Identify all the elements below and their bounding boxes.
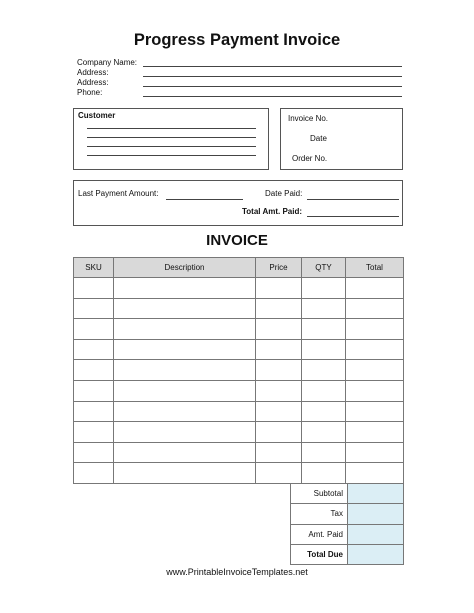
cell-description[interactable] <box>114 463 256 484</box>
column-header-price: Price <box>256 258 302 278</box>
cell-description[interactable] <box>114 442 256 463</box>
amt-paid-value[interactable] <box>348 524 404 544</box>
date-paid-label: Date Paid: <box>265 189 303 198</box>
page-title: Progress Payment Invoice <box>133 31 341 49</box>
footer-url: www.PrintableInvoiceTemplates.net <box>166 567 308 577</box>
table-row <box>74 463 404 484</box>
cell-total[interactable] <box>346 463 404 484</box>
cell-qty[interactable] <box>302 442 346 463</box>
cell-sku[interactable] <box>74 298 114 319</box>
cell-price[interactable] <box>256 380 302 401</box>
table-row <box>74 298 404 319</box>
phone-label: Phone: <box>77 88 103 97</box>
cell-price[interactable] <box>256 319 302 340</box>
cell-qty[interactable] <box>302 278 346 299</box>
cell-total[interactable] <box>346 422 404 443</box>
cell-total[interactable] <box>346 339 404 360</box>
cell-description[interactable] <box>114 380 256 401</box>
cell-price[interactable] <box>256 463 302 484</box>
cell-description[interactable] <box>114 360 256 381</box>
table-row <box>74 442 404 463</box>
cell-price[interactable] <box>256 278 302 299</box>
cell-total[interactable] <box>346 319 404 340</box>
table-row <box>74 401 404 422</box>
last-payment-label: Last Payment Amount: <box>78 189 159 198</box>
cell-total[interactable] <box>346 380 404 401</box>
total-due-label: Total Due <box>291 544 348 564</box>
amt-paid-label: Amt. Paid <box>291 524 348 544</box>
cell-total[interactable] <box>346 442 404 463</box>
company-name-field[interactable] <box>143 66 402 67</box>
total-due-value[interactable] <box>348 544 404 564</box>
cell-description[interactable] <box>114 401 256 422</box>
cell-price[interactable] <box>256 298 302 319</box>
payment-box <box>73 180 403 226</box>
table-row <box>74 278 404 299</box>
table-row <box>74 380 404 401</box>
cell-qty[interactable] <box>302 339 346 360</box>
invoice-heading: INVOICE <box>206 232 268 249</box>
cell-price[interactable] <box>256 442 302 463</box>
cell-sku[interactable] <box>74 339 114 360</box>
column-header-total: Total <box>346 258 404 278</box>
cell-description[interactable] <box>114 339 256 360</box>
column-header-qty: QTY <box>302 258 346 278</box>
table-row <box>74 339 404 360</box>
table-header-row <box>74 258 404 278</box>
cell-qty[interactable] <box>302 319 346 340</box>
cell-qty[interactable] <box>302 380 346 401</box>
order-no-label: Order No. <box>292 154 328 163</box>
tax-value[interactable] <box>348 504 404 524</box>
address-field-2[interactable] <box>143 86 402 87</box>
total-paid-label: Total Amt. Paid: <box>242 207 302 216</box>
cell-qty[interactable] <box>302 422 346 443</box>
cell-qty[interactable] <box>302 463 346 484</box>
cell-sku[interactable] <box>74 463 114 484</box>
cell-price[interactable] <box>256 422 302 443</box>
table-row <box>74 422 404 443</box>
totals-table <box>290 483 404 565</box>
cell-sku[interactable] <box>74 380 114 401</box>
items-table <box>73 257 404 484</box>
cell-sku[interactable] <box>74 278 114 299</box>
tax-row <box>291 504 404 524</box>
cell-sku[interactable] <box>74 360 114 381</box>
customer-box <box>73 108 269 170</box>
customer-line-1[interactable] <box>87 128 256 129</box>
amt-paid-row <box>291 524 404 544</box>
last-payment-field[interactable] <box>166 199 243 200</box>
cell-price[interactable] <box>256 360 302 381</box>
tax-label: Tax <box>291 504 348 524</box>
address-field-1[interactable] <box>143 76 402 77</box>
cell-sku[interactable] <box>74 319 114 340</box>
address-label-2: Address: <box>77 78 109 87</box>
column-header-sku: SKU <box>74 258 114 278</box>
table-row <box>74 360 404 381</box>
column-header-description: Description <box>114 258 256 278</box>
cell-description[interactable] <box>114 298 256 319</box>
subtotal-value[interactable] <box>348 484 404 504</box>
address-label-1: Address: <box>77 68 109 77</box>
total-paid-field[interactable] <box>307 216 399 217</box>
customer-line-3[interactable] <box>87 146 256 147</box>
cell-description[interactable] <box>114 422 256 443</box>
cell-price[interactable] <box>256 401 302 422</box>
subtotal-label: Subtotal <box>291 484 348 504</box>
phone-field[interactable] <box>143 96 402 97</box>
cell-qty[interactable] <box>302 298 346 319</box>
cell-total[interactable] <box>346 278 404 299</box>
date-paid-field[interactable] <box>307 199 399 200</box>
customer-line-2[interactable] <box>87 137 256 138</box>
invoice-no-label: Invoice No. <box>288 114 329 123</box>
cell-price[interactable] <box>256 339 302 360</box>
table-row <box>74 319 404 340</box>
cell-description[interactable] <box>114 278 256 299</box>
cell-sku[interactable] <box>74 442 114 463</box>
date-label: Date <box>310 134 327 143</box>
invoice-info-box <box>280 108 403 170</box>
cell-sku[interactable] <box>74 422 114 443</box>
subtotal-row <box>291 484 404 504</box>
cell-total[interactable] <box>346 401 404 422</box>
total-due-row <box>291 544 404 564</box>
cell-qty[interactable] <box>302 360 346 381</box>
cell-description[interactable] <box>114 319 256 340</box>
cell-qty[interactable] <box>302 401 346 422</box>
customer-line-4[interactable] <box>87 155 256 156</box>
cell-sku[interactable] <box>74 401 114 422</box>
company-name-label: Company Name: <box>77 58 138 67</box>
cell-total[interactable] <box>346 360 404 381</box>
cell-total[interactable] <box>346 298 404 319</box>
customer-label: Customer <box>78 111 116 120</box>
